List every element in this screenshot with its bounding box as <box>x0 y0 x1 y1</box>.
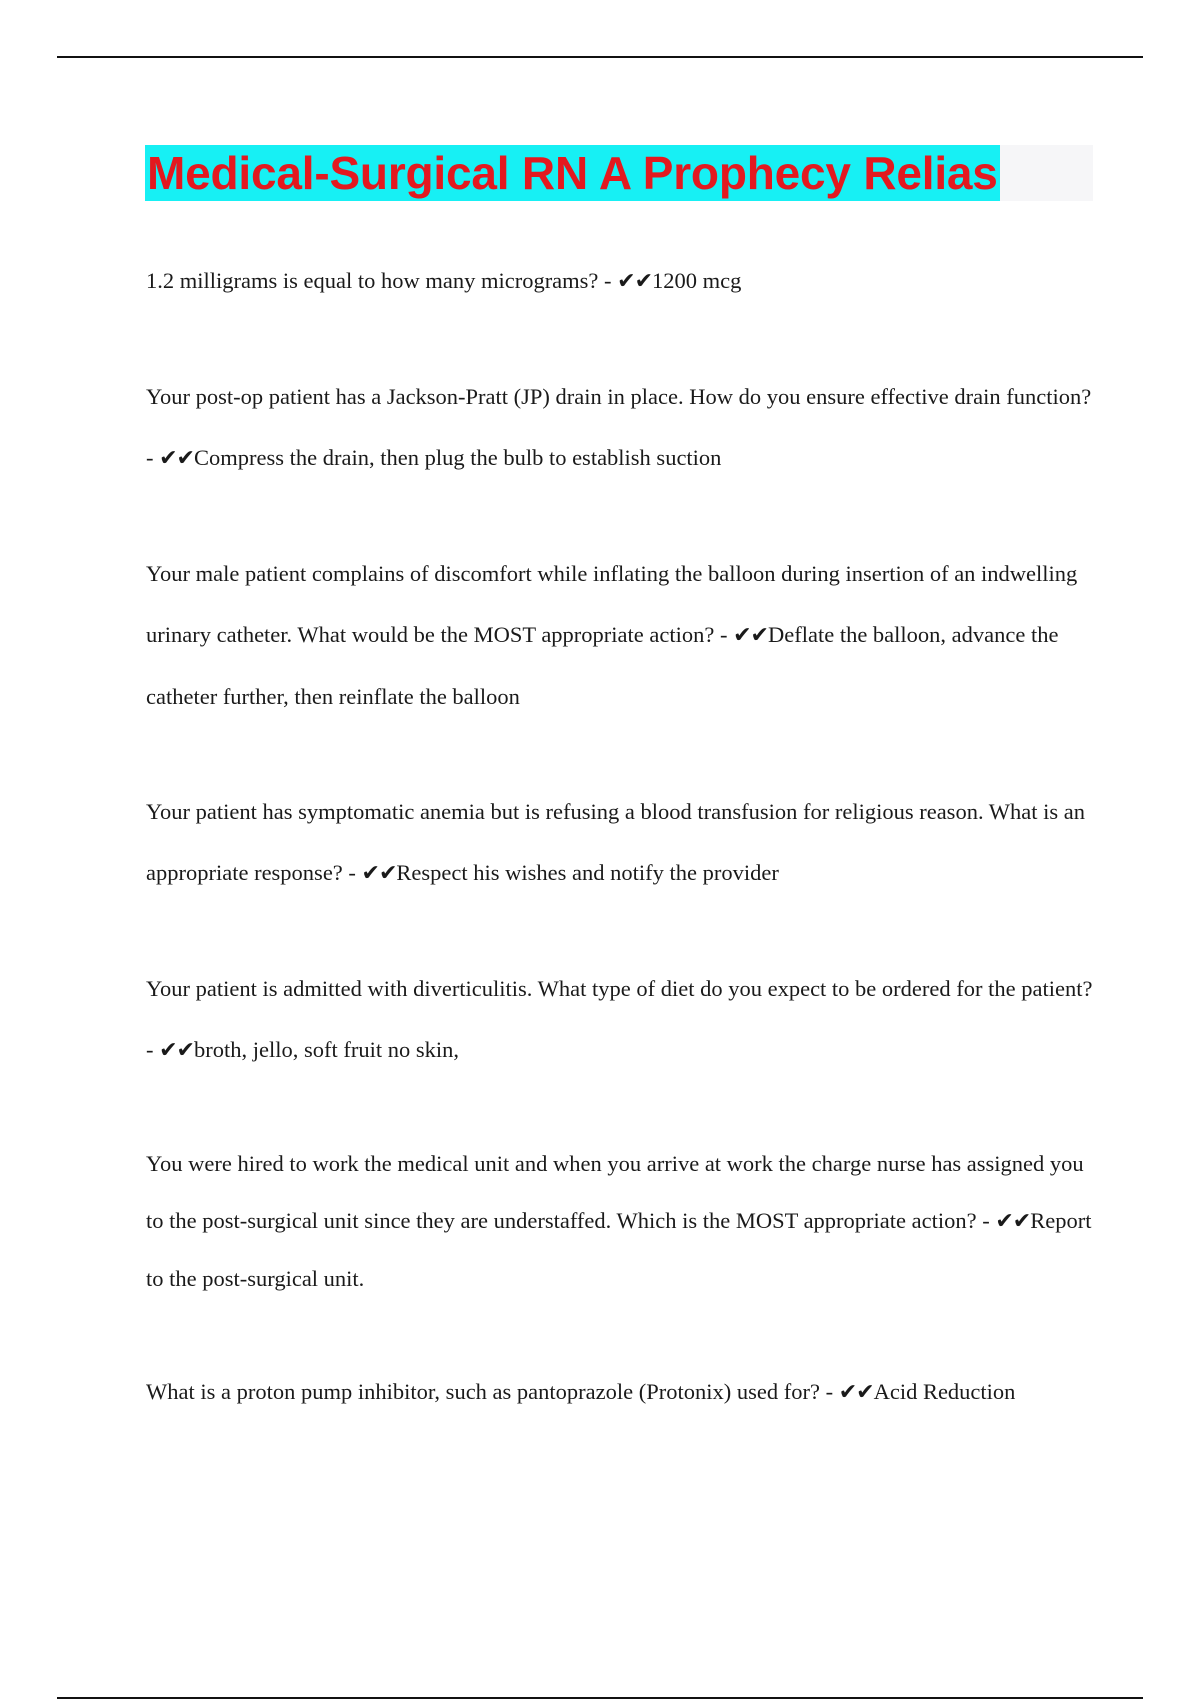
qa-list <box>146 250 1096 1477</box>
double-check-icon: ✔✔ <box>361 861 397 886</box>
qa-answer: broth, jello, soft fruit no skin, <box>194 1037 459 1062</box>
qa-answer: Respect his wishes and notify the provider <box>396 860 779 885</box>
qa-answer: Deflate the balloon, advance the catheter further, then reinflate the balloon <box>146 622 1059 709</box>
qa-separator: - <box>714 622 734 647</box>
qa-question: Your male patient complains of discomfort while inflating the balloon during insertion of an indwelling urinary catheter. What would be the MOST appropriate action? <box>146 561 1078 647</box>
qa-separator: - <box>146 1037 160 1062</box>
qa-separator: - <box>819 1379 839 1404</box>
qa-separator: - <box>342 860 362 885</box>
qa-item <box>146 543 1096 727</box>
bottom-rule <box>57 1697 1143 1699</box>
qa-question: 1.2 milligrams is equal to how many micrograms? <box>146 268 599 293</box>
qa-separator: - <box>598 268 618 293</box>
qa-answer: Compress the drain, then plug the bulb to establish suction <box>194 445 722 470</box>
qa-separator: - <box>146 445 160 470</box>
double-check-icon: ✔✔ <box>995 1209 1031 1234</box>
qa-question: You were hired to work the medical unit and when you arrive at work the charge nurse has assigned you to the post-surgical unit since they are understaffed. Which is the MOST appropriate action? <box>146 1151 1084 1233</box>
double-check-icon: ✔✔ <box>159 1038 194 1063</box>
qa-item <box>146 958 1096 1081</box>
double-check-icon: ✔✔ <box>733 623 768 648</box>
double-check-icon: ✔✔ <box>838 1380 874 1405</box>
double-check-icon: ✔✔ <box>159 446 194 471</box>
qa-question: Your post-op patient has a Jackson-Pratt (JP) drain in place. How do you ensure effective drain function? <box>146 384 1092 409</box>
document-title: Medical-Surgical RN A Prophecy Relias <box>147 147 998 199</box>
qa-question: Your patient is admitted with diverticulitis. What type of diet do you expect to be ordered for the patient? <box>146 976 1093 1001</box>
qa-separator: - <box>976 1208 996 1233</box>
qa-item <box>146 1361 1096 1423</box>
qa-question: What is a proton pump inhibitor, such as pantoprazole (Protonix) used for? <box>146 1379 820 1404</box>
qa-item <box>146 1135 1096 1307</box>
qa-answer: Report to the post-surgical unit. <box>146 1208 1092 1291</box>
double-check-icon: ✔✔ <box>617 269 653 294</box>
qa-answer: Acid Reduction <box>873 1379 1016 1404</box>
qa-question: Your patient has symptomatic anemia but is refusing a blood transfusion for religious reason. What is an appropriate response? <box>146 799 1086 885</box>
qa-item <box>146 250 1096 312</box>
qa-item <box>146 781 1096 904</box>
top-rule <box>57 56 1143 58</box>
qa-answer: 1200 mcg <box>652 268 742 293</box>
qa-item <box>146 366 1096 489</box>
